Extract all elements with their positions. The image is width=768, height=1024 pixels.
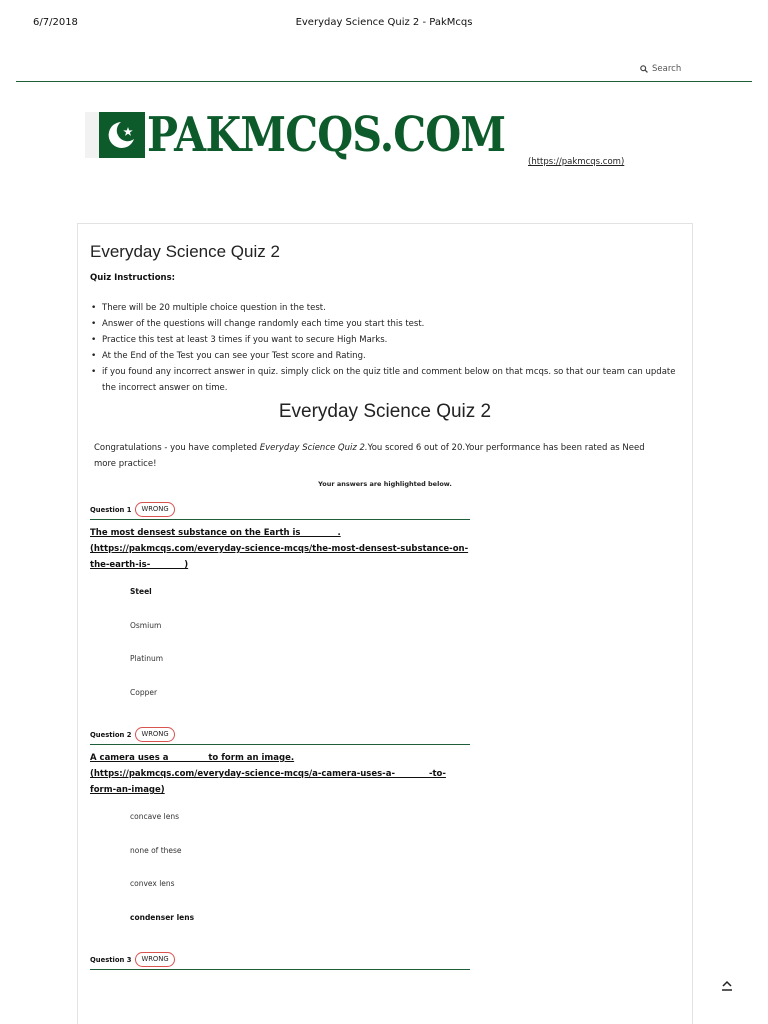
answer-option: concave lens [130, 812, 179, 821]
answer-option-selected: condenser lens [130, 912, 195, 922]
print-header [0, 17, 768, 31]
logo-url-link[interactable]: (https://pakmcqs.com) [528, 157, 625, 167]
answer-option: Copper [130, 687, 158, 697]
print-title: Everyday Science Quiz 2 - PakMcqs [295, 17, 473, 28]
instructions-list [102, 300, 682, 396]
answer-option-selected: Steel [130, 587, 152, 596]
search-link[interactable] [640, 64, 681, 74]
header-divider [16, 81, 752, 82]
question-2 [90, 727, 470, 946]
question-link[interactable]: A camera uses a ________ to form an image. (https://pakmcqs.com/everyday-science-mcqs/a-camera-uses-a-________-to-form-an-image) [90, 753, 446, 795]
search-label: Search [652, 64, 682, 74]
answer-option: none of these [130, 845, 182, 855]
question-header [90, 727, 470, 745]
answer-option: Platinum [130, 654, 164, 663]
instruction-item: • if you found any incorrect answer in quiz. simply click on the quiz title and comment below on that mcqs. so that our team can update the incorrect answer on time. [102, 364, 682, 396]
answer-option: Osmium [130, 620, 162, 630]
question-link[interactable]: The most densest substance on the Earth is ________. (https://pakmcqs.com/everyday-science-mcqs/the-most-densest-substance-on-the-earth-is-________) [90, 528, 469, 570]
question-label: Question 2 [90, 730, 132, 739]
answer-option: convex lens [130, 879, 175, 888]
scroll-to-top-icon[interactable] [720, 978, 734, 992]
logo-text: PAKMCQS.COM [147, 107, 506, 163]
quiz-card [77, 223, 693, 1024]
instruction-item: • Practice this test at least 3 times if you want to secure High Marks. [102, 332, 682, 348]
search-icon [640, 65, 648, 73]
instructions-label: Quiz Instructions: [90, 273, 176, 283]
question-3 [90, 952, 470, 970]
pakistan-flag-icon [85, 112, 145, 158]
instruction-item: • Answer of the questions will change randomly each time you start this test. [102, 316, 682, 332]
question-1 [90, 502, 470, 721]
wrong-badge: WRONG [135, 952, 174, 967]
question-header [90, 952, 470, 970]
question-header [90, 502, 470, 520]
highlight-note: Your answers are highlighted below. [318, 480, 452, 488]
result-quiz-name: Everyday Science Quiz 2. [259, 443, 368, 453]
answer-list [90, 812, 470, 946]
site-logo[interactable] [85, 107, 625, 167]
result-title: Everyday Science Quiz 2 [278, 401, 492, 422]
question-label: Question 3 [90, 955, 132, 964]
quiz-title: Everyday Science Quiz 2 [90, 242, 280, 261]
wrong-badge: WRONG [135, 502, 174, 517]
wrong-badge: WRONG [135, 727, 174, 742]
result-text: Congratulations - you have completed Everyday Science Quiz 2.You scored 6 out of 20.Your performance has been rated as Need more practice! [94, 443, 645, 469]
answer-list [90, 587, 470, 721]
instruction-item: • There will be 20 multiple choice question in the test. [102, 300, 682, 316]
print-date: 6/7/2018 [33, 17, 78, 28]
instruction-item: • At the End of the Test you can see your Test score and Rating. [102, 348, 682, 364]
question-label: Question 1 [90, 505, 132, 514]
